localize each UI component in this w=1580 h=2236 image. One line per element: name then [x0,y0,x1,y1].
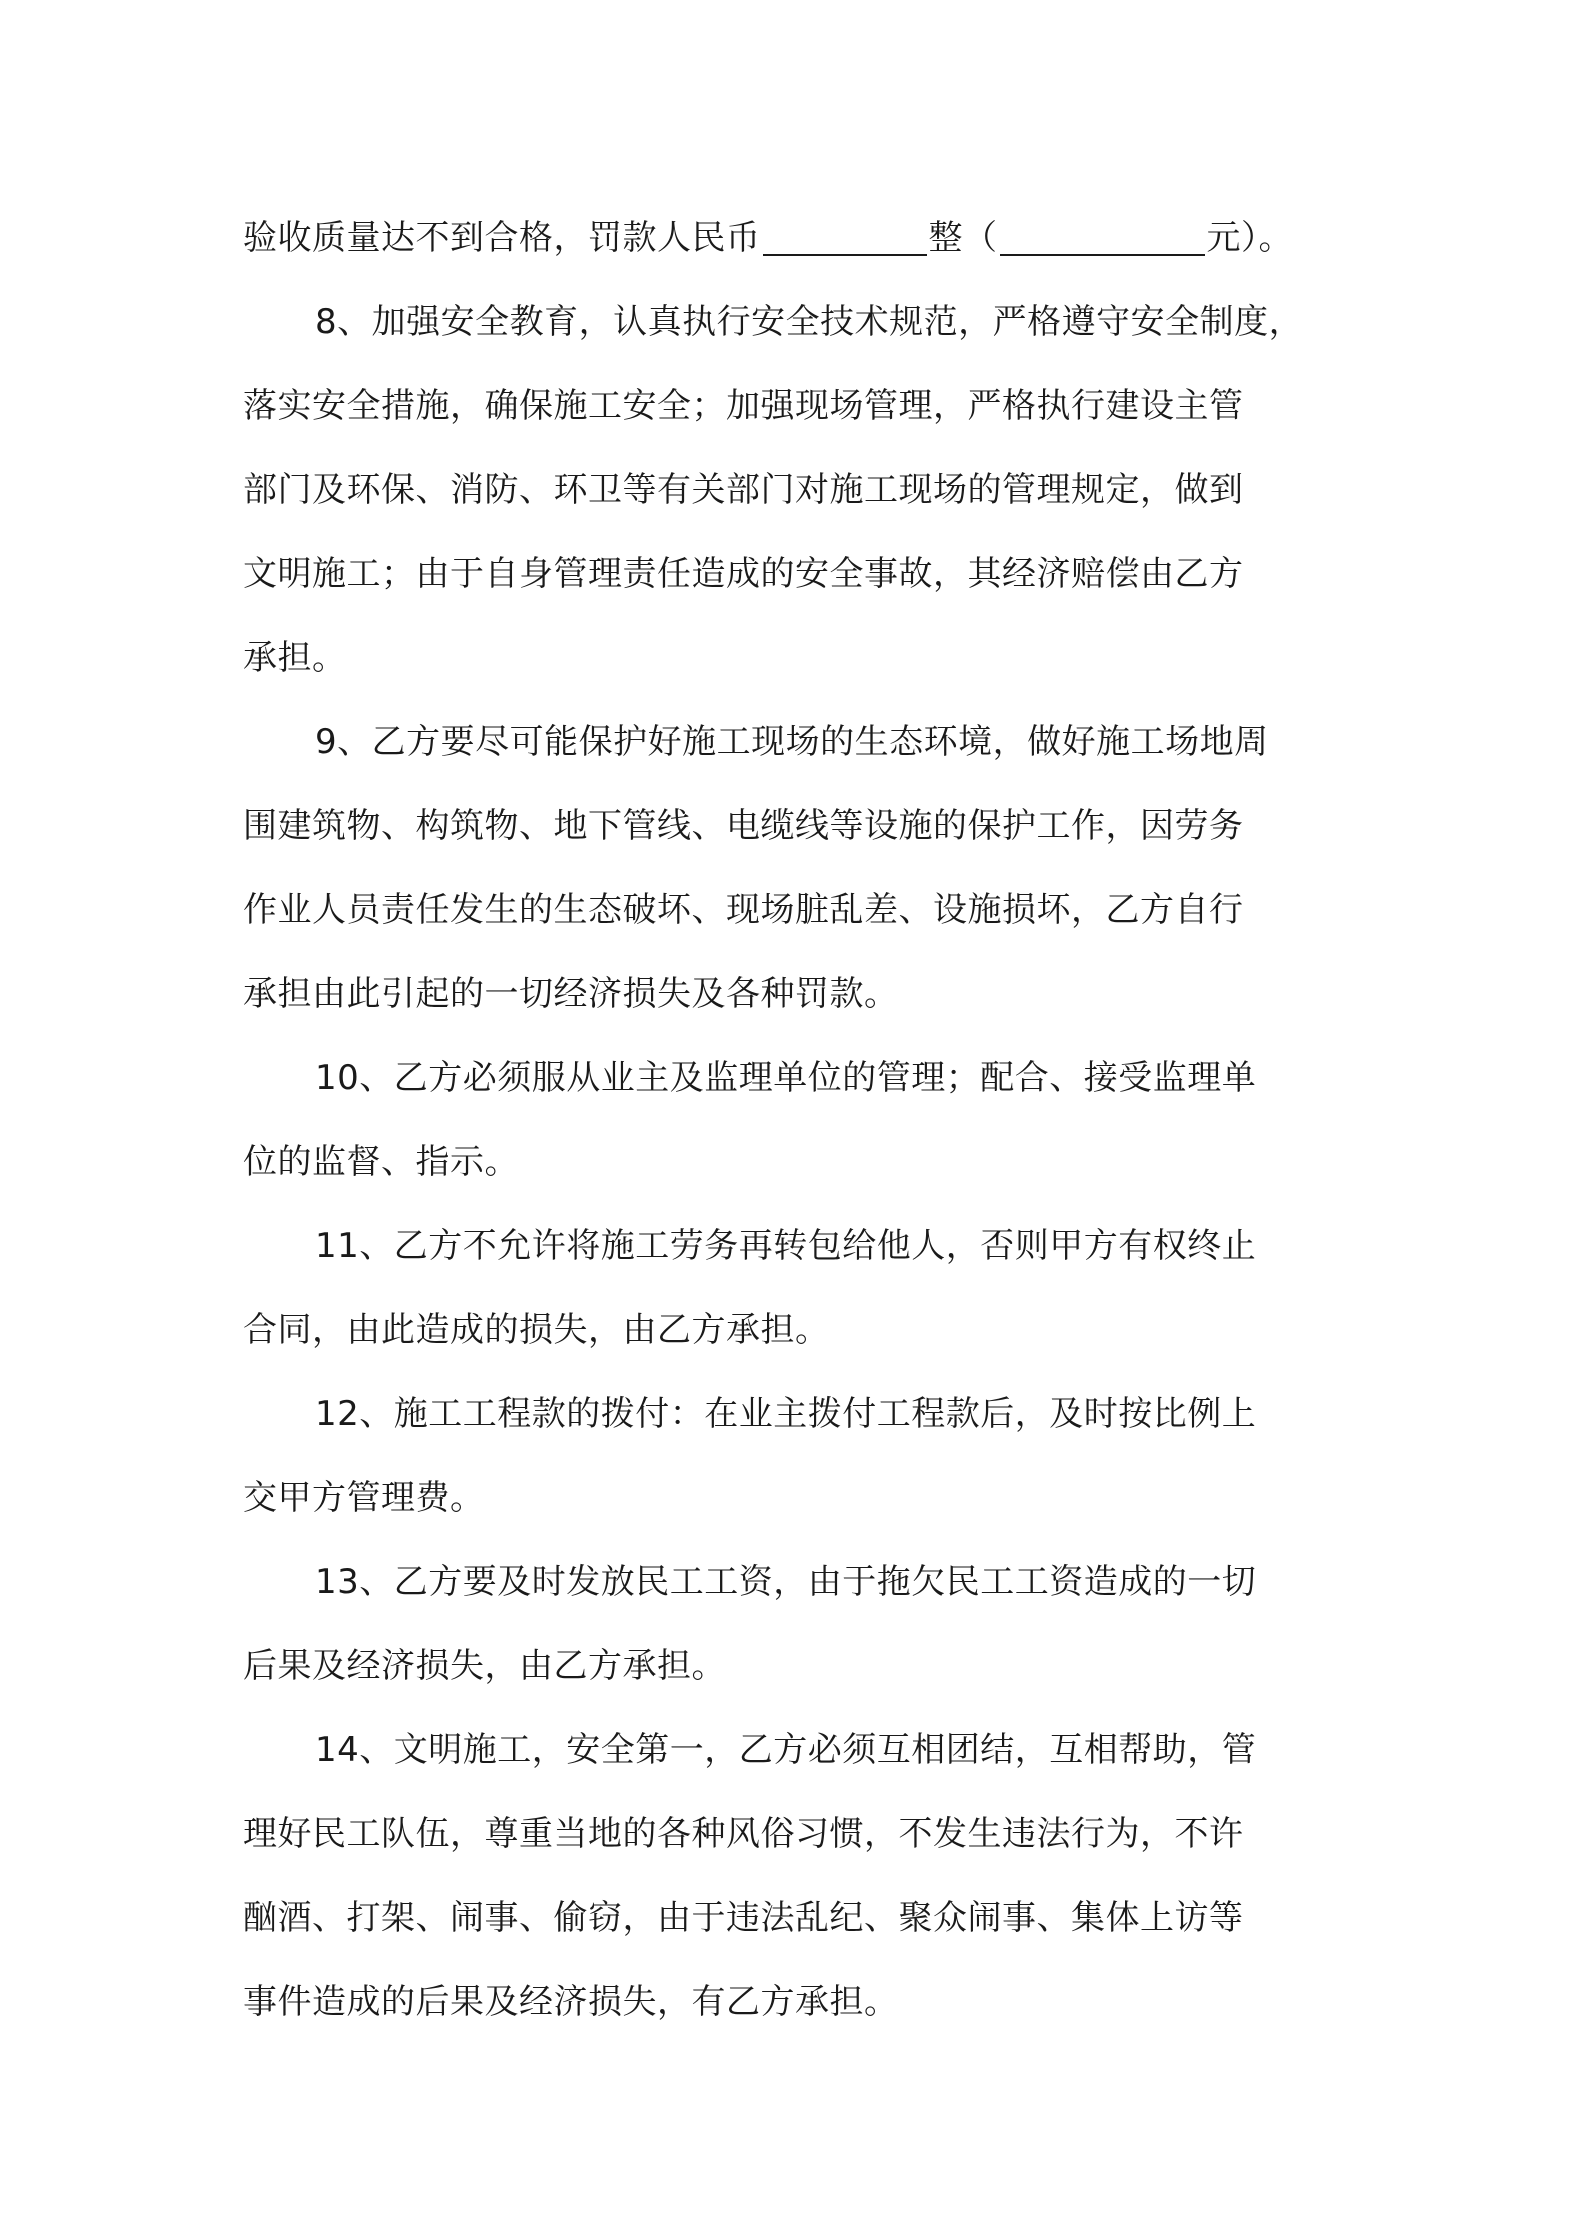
clause-10 [243,1036,1348,1204]
clause-line: 承担由此引起的一切经济损失及各种罚款。 [243,974,899,1014]
clause-line: 文明施工；由于自身管理责任造成的安全事故，其经济赔偿由乙方 [243,554,1244,594]
clause-line: 部门及环保、消防、环卫等有关部门对施工现场的管理规定，做到 [243,470,1244,510]
clause-line: 围建筑物、构筑物、地下管线、电缆线等设施的保护工作，因劳务 [243,806,1244,846]
clause-line: 理好民工队伍，尊重当地的各种风俗习惯，不发生违法行为，不许 [243,1814,1244,1854]
clause-11 [243,1204,1348,1372]
clause-line: 12、施工工程款的拨付：在业主拨付工程款后，及时按比例上 [315,1394,1257,1434]
clause-14 [243,1708,1348,2044]
clause-line: 承担。 [243,638,347,678]
document-page [243,196,1348,2044]
amount-in-numbers-blank[interactable] [1000,220,1205,256]
clause-line: 10、乙方必须服从业主及监理单位的管理；配合、接受监理单 [315,1058,1257,1098]
clause-line: 14、文明施工，安全第一，乙方必须互相团结，互相帮助，管 [315,1730,1257,1770]
clause-8 [243,280,1348,700]
penalty-line [243,196,1348,280]
clause-line: 位的监督、指示。 [243,1142,519,1182]
penalty-text-after: 元）。 [1206,218,1293,258]
clause-line: 8、加强安全教育，认真执行安全技术规范，严格遵守安全制度， [315,302,1304,342]
clause-line: 交甲方管理费。 [243,1478,485,1518]
penalty-text-mid: 整（ [928,218,998,258]
clause-12 [243,1372,1348,1540]
clause-13 [243,1540,1348,1708]
clause-line: 事件造成的后果及经济损失，有乙方承担。 [243,1982,899,2022]
clause-9 [243,700,1348,1036]
clause-line: 酗酒、打架、闹事、偷窃，由于违法乱纪、聚众闹事、集体上访等 [243,1898,1244,1938]
amount-in-words-blank[interactable] [763,220,927,256]
clause-line: 落实安全措施，确保施工安全；加强现场管理，严格执行建设主管 [243,386,1244,426]
clause-line: 后果及经济损失，由乙方承担。 [243,1646,726,1686]
clause-line: 9、乙方要尽可能保护好施工现场的生态环境，做好施工场地周 [315,722,1269,762]
penalty-text-before: 验收质量达不到合格，罚款人民币 [243,218,761,258]
clause-line: 作业人员责任发生的生态破坏、现场脏乱差、设施损坏，乙方自行 [243,890,1244,930]
clause-line: 13、乙方要及时发放民工工资，由于拖欠民工工资造成的一切 [315,1562,1257,1602]
clause-line: 合同，由此造成的损失，由乙方承担。 [243,1310,830,1350]
clause-line: 11、乙方不允许将施工劳务再转包给他人，否则甲方有权终止 [315,1226,1257,1266]
